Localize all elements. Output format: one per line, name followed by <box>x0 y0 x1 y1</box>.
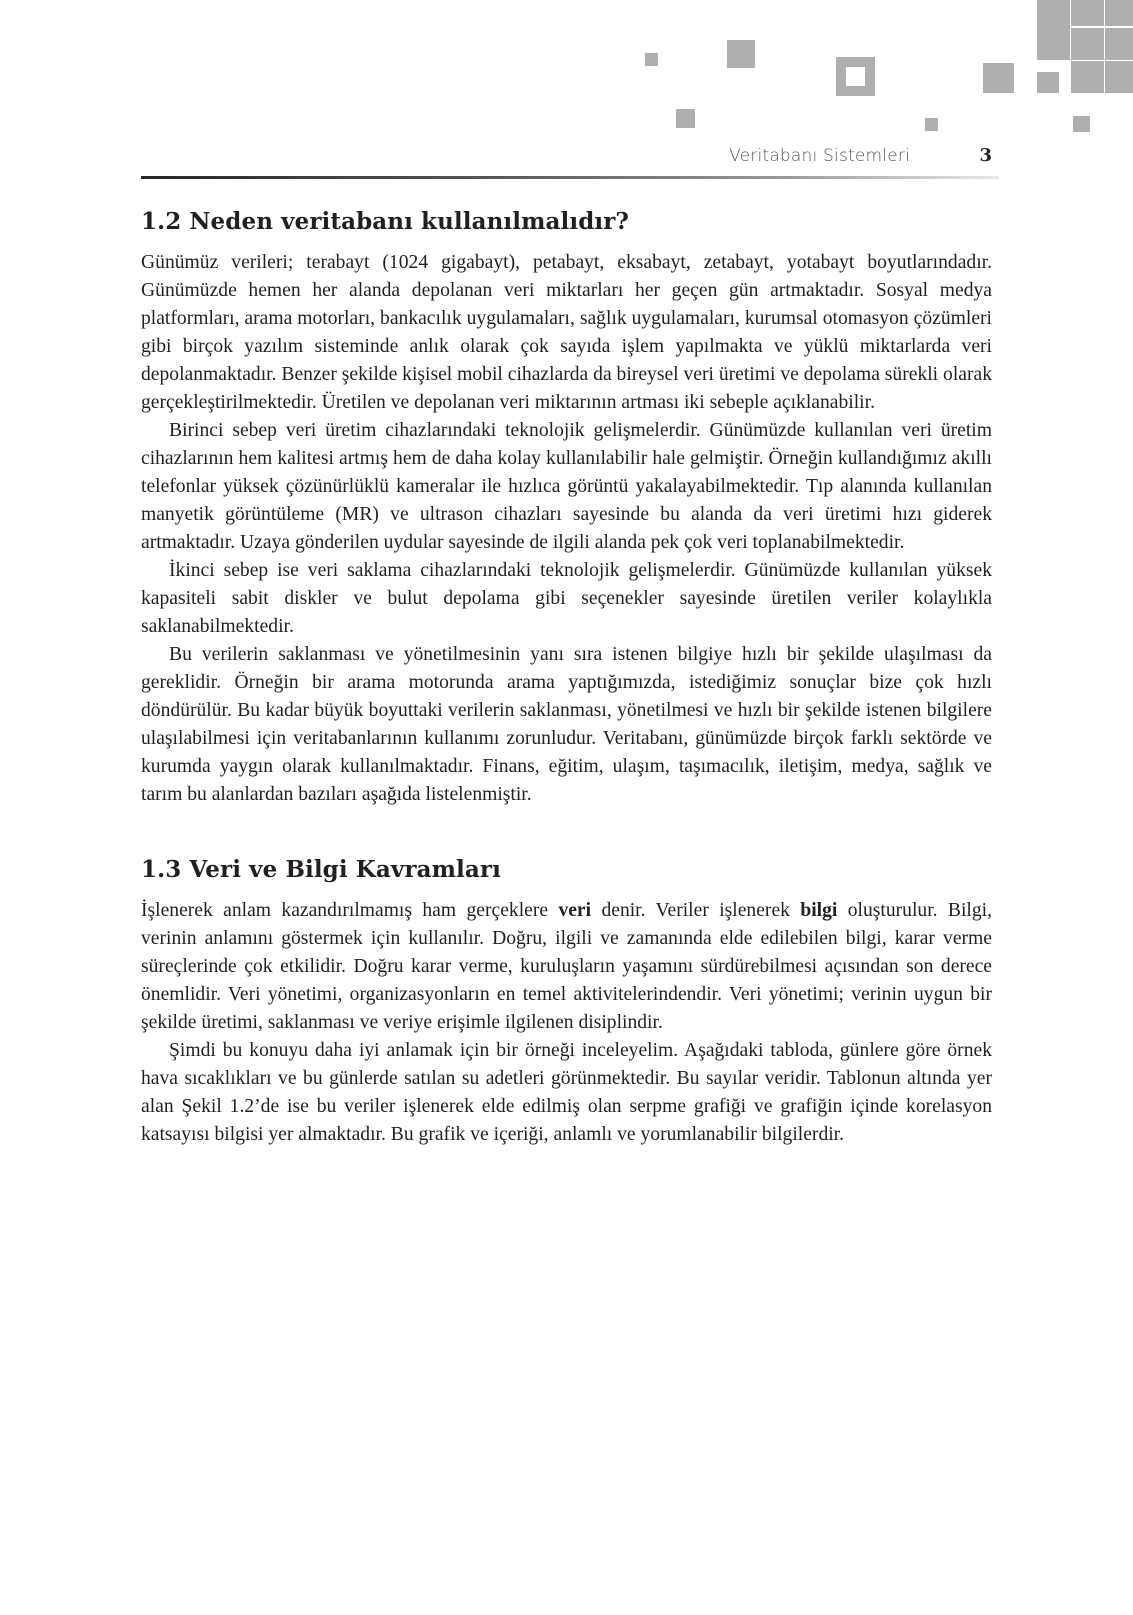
text-run: denir. Veriler işlenerek <box>591 900 801 921</box>
corner-grid-cell <box>1071 28 1104 60</box>
decorative-square <box>1037 72 1059 93</box>
paragraph <box>141 897 992 1037</box>
decorative-square <box>727 40 755 68</box>
section-heading: 1.2 Neden veritabanı kullanılmalıdır? <box>141 208 630 235</box>
page-number: 3 <box>979 145 992 166</box>
decorative-square <box>925 118 938 131</box>
text-run: oluşturulur. Bilgi, verinin anlamını göstermek için kullanılır. Doğru, ilgili ve zamanında elde edilebilen bilgi, karar verme süreçlerinde çok etkilidir. Doğru karar verme, kuruluşların yaşamını sürdürebilmesi açısından son derece önemlidir. Veri yönetimi, organizasyonların en temel aktivitelerindendir. Veri yönetimi; verinin uygun bir şekilde üretimi, saklanması ve veriye erişimle ilgilenen disiplindir. <box>141 900 993 1033</box>
paragraph: İkinci sebep ise veri saklama cihazlarındaki teknolojik gelişmelerdir. Günümüzde kullanılan yüksek kapasiteli sabit diskler ve bulut depolama gibi seçenekler sayesinde üretilen veriler kolaylıkla saklanabilmektedir. <box>141 560 992 637</box>
corner-grid-cell <box>1105 61 1133 93</box>
page-body <box>141 205 992 1149</box>
header-rule <box>141 176 999 179</box>
decorative-square <box>645 53 658 66</box>
text-run: İşlenerek anlam kazandırılmamış ham gerçeklere <box>141 900 559 921</box>
corner-grid-cell <box>1071 61 1104 93</box>
corner-grid-cell <box>1105 28 1133 60</box>
corner-grid-cell <box>1105 0 1133 26</box>
paragraph: Bu verilerin saklanması ve yönetilmesinin yanı sıra istenen bilgiye hızlı bir şekilde ulaşılması da gereklidir. Örneğin bir arama motorunda arama yaptığımızda, istediğimiz sonuçlar bize çok hızlı döndürülür. Bu kadar büyük boyuttaki verilerin saklanması, yönetilmesi ve hızlı bir şekilde istenen bilgilere ulaşılabilmesi için veritabanlarının kullanımı zorunludur. Veritabanı, günümüzde birçok farklı sektörde ve kurumda yaygın olarak kullanılmaktadır. Finans, eğitim, ulaşım, taşımacılık, iletişim, medya, sağlık ve tarım bu alanlardan bazıları aşağıda listelenmiştir. <box>141 644 992 805</box>
decorative-square <box>676 109 695 128</box>
decorative-square <box>1073 116 1090 132</box>
paragraph: Günümüz verileri; terabayt (1024 gigabayt), petabayt, eksabayt, zetabayt, yotabayt boyutlarındadır. Günümüzde hemen her alanda depolanan veri miktarları her geçen gün artmaktadır. Sosyal medya platformları, arama motorları, bankacılık uygulamaları, sağlık uygulamaları, kurumsal otomasyon çözümleri gibi birçok yazılım sisteminde anlık olarak çok sayıda işlem yapılmakta ve yüklü miktarlarda veri depolanmaktadır. Benzer şekilde kişisel mobil cihazlarda da bireysel veri üretimi ve depolama sürekli olarak gerçekleştirilmektedir. Üretilen ve depolanan veri miktarının artması iki sebeple açıklanabilir. <box>141 252 992 413</box>
corner-grid-cell <box>1071 0 1104 26</box>
corner-grid-cell <box>1037 0 1070 60</box>
decorative-square <box>983 63 1014 93</box>
term-veri: veri <box>558 900 592 921</box>
running-title: Veritabanı Sistemleri <box>729 146 910 166</box>
section-1-2 <box>141 205 992 809</box>
section-1-3 <box>141 853 992 1149</box>
decorative-hollow-square <box>836 57 875 96</box>
paragraph: Şimdi bu konuyu daha iyi anlamak için bir örneği inceleyelim. Aşağıdaki tabloda, günlere göre örnek hava sıcaklıkları ve bu günlerde satılan su adetleri görünmektedir. Bu sayılar veridir. Tablonun altında yer alan Şekil 1.2’de ise bu veriler işlenerek elde edilmiş olan serpme grafiği ve grafiğin içinde korelasyon katsayısı bilgisi yer almaktadır. Bu grafik ve içeriği, anlamlı ve yorumlanabilir bilgilerdir. <box>141 1040 992 1145</box>
running-header <box>141 146 992 174</box>
term-bilgi: bilgi <box>800 900 838 921</box>
paragraph: Birinci sebep veri üretim cihazlarındaki teknolojik gelişmelerdir. Günümüzde kullanılan veri üretim cihazlarının hem kalitesi artmış hem de daha kolay kullanılabilir hale gelmiştir. Örneğin kullandığımız akıllı telefonlar yüksek çözünürlüklü kameralar ile hızlıca görüntü yakalayabilmektedir. Tıp alanında kullanılan manyetik görüntüleme (MR) ve ultrason cihazları sayesinde bu alanda da veri üretimi hızı giderek artmaktadır. Uzaya gönderilen uydular sayesinde de ilgili alanda pek çok veri toplanabilmektedir. <box>141 420 992 553</box>
section-heading: 1.3 Veri ve Bilgi Kavramları <box>141 856 501 883</box>
section-spacer <box>141 809 992 853</box>
